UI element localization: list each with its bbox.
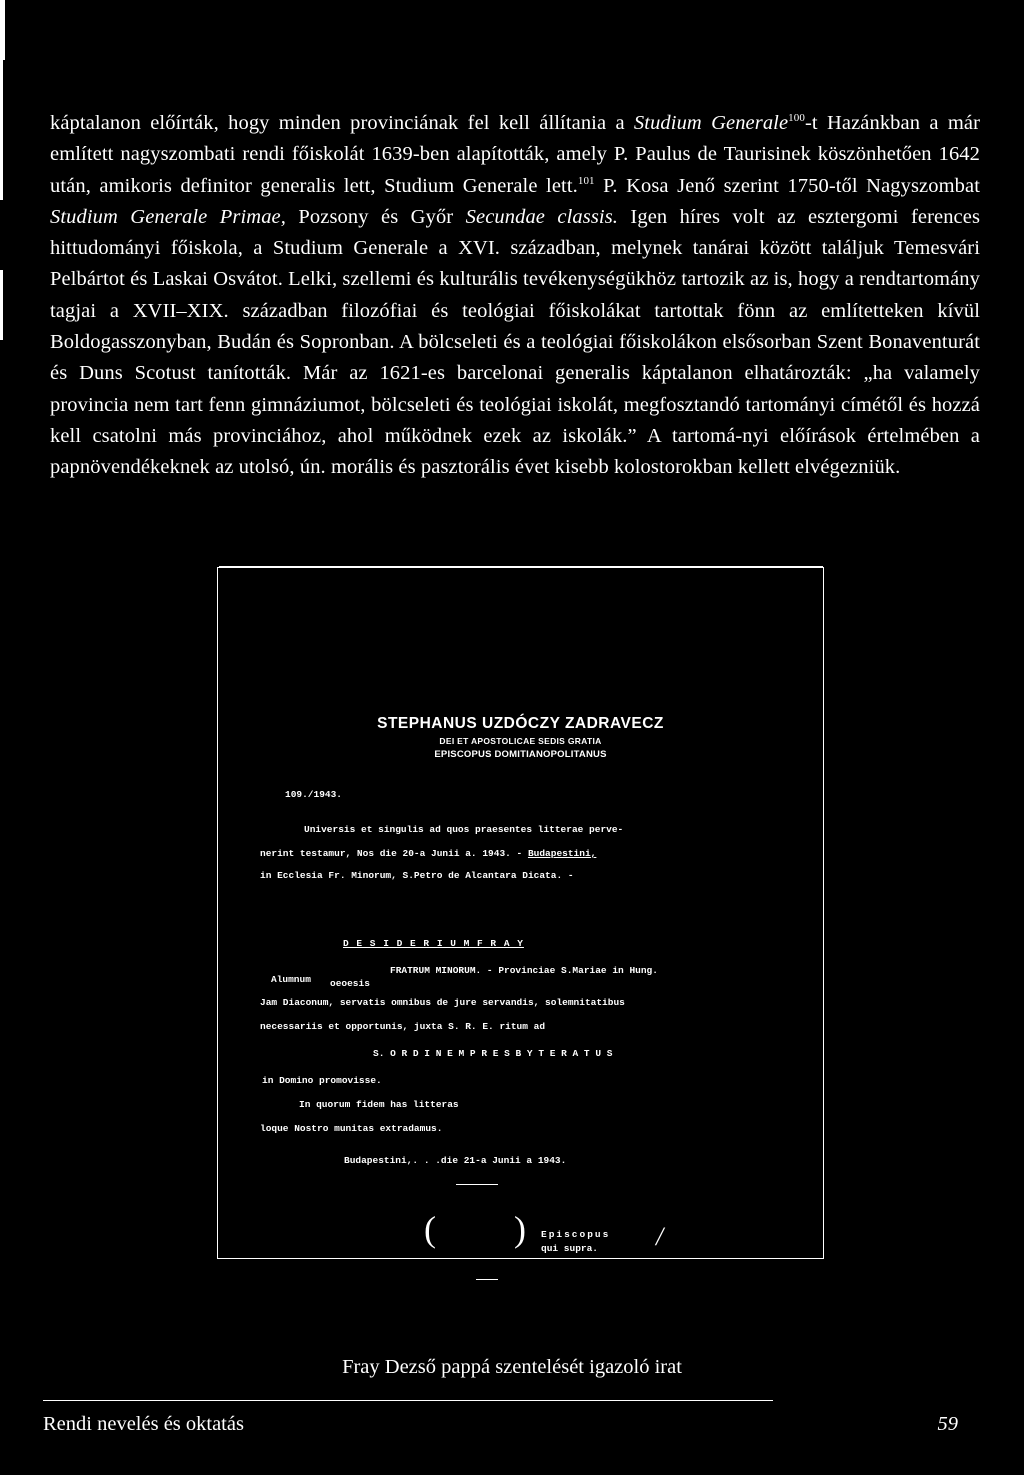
footer-rule xyxy=(43,1400,773,1401)
text-seg6: Pozsony és Győr xyxy=(285,205,466,228)
date-line: Budapestini,. . .die 21-a Junii a 1943. xyxy=(344,1155,567,1166)
seal-rule-bottom xyxy=(476,1279,498,1280)
letterhead-name: STEPHANUS UZDÓCZY ZADRAVECZ xyxy=(377,715,664,732)
figure-caption: Fray Dezső pappá szentelését igazoló irat xyxy=(342,1356,682,1378)
fratrum-line: FRATRUM MINORUM. - Provinciae S.Mariae in Hung. xyxy=(390,965,658,976)
text-seg3: -t Hazánkban a már említett nagyszombati rendi főiskolát 1639-ben alapították, amely P. Paulus de Taurisinek köszönhetően 1642 után, amikoris definitor generalis lett, Studium Generale lett. xyxy=(50,112,980,197)
doc-line-necessariis: necessariis et opportunis, juxta S. R. E. ritum ad xyxy=(260,1021,546,1032)
doc-line-1: Universis et singulis ad quos praesentes litterae perve- xyxy=(304,824,624,835)
doc-line-2 xyxy=(260,848,596,859)
doc-line-2-text: nerint testamur, Nos die 20-a Junii a. 1943. - xyxy=(260,848,528,859)
edge-mark-mid xyxy=(0,270,3,340)
doc-line-jam: Jam Diaconum, servatis omnibus de jure servandis, solemnitatibus xyxy=(260,997,625,1008)
text-seg7: Secundae classis. xyxy=(465,205,619,228)
edge-mark-left xyxy=(0,60,3,200)
text-seg4: P. Kosa Jenő szerint 1750-től Nagyszombat xyxy=(594,174,981,197)
doc-line-loque: loque Nostro munitas extradamus. xyxy=(260,1123,443,1134)
doc-line-2-place: Budapestini, xyxy=(527,848,597,859)
signature-slash: / xyxy=(656,1222,664,1251)
seal-rule-top xyxy=(456,1184,498,1185)
text-seg5: Studium Generale Primae, xyxy=(50,205,286,228)
seal-paren-right: ) xyxy=(514,1209,526,1249)
footnote-ref-100: 100 xyxy=(788,112,805,125)
text-seg2: Studium Generale xyxy=(633,112,789,134)
doc-line-domino: in Domino promovisse. xyxy=(262,1075,382,1086)
ordinem-line: S. O R D I N E M P R E S B Y T E R A T U S xyxy=(373,1048,613,1059)
reference-number: 109./1943. xyxy=(285,789,343,800)
letterhead-title: EPISCOPUS DOMITIANOPOLITANUS xyxy=(434,749,607,760)
oeoesis-word: oeoesis xyxy=(330,978,370,989)
qui-supra: qui supra. xyxy=(541,1243,599,1254)
alumnum-label: Alumnum xyxy=(271,974,311,985)
episcopus-signature: Episcopus xyxy=(541,1229,611,1240)
running-footer: Rendi nevelés és oktatás xyxy=(43,1413,244,1435)
footnote-ref-101: 101 xyxy=(577,174,595,187)
doc-line-3: in Ecclesia Fr. Minorum, S.Petro de Alcantara Dicata. - xyxy=(260,870,574,881)
body-paragraph xyxy=(50,108,980,484)
text-seg1: káptalanon előírták, hogy minden provinciának fel kell állítania a xyxy=(50,112,634,134)
seal-paren-left: ( xyxy=(424,1209,436,1249)
edge-mark-top xyxy=(0,0,5,60)
ordination-document xyxy=(217,567,824,1259)
text-seg8: Igen híres volt az esztergomi ferences hittudományi főiskola, a Studium Generale a XVI. században, melynek tanárai között találjuk Temesvári Pelbártot és Laskai Osvátot. Lelki, szellemi és kulturális tevékenységükhöz tartozik az is, hogy a rendtartomány tagjai a XVII–XIX. században filozófiai és teológiai főiskolákat tartottak fönn az említetteken kívül Boldogasszonyban, Budán és Sopronban. A bölcseleti és a teológiai főiskolákon elsősorban Szent Bonaventurát és Duns Scotust tanították. Már az 1621-es barcelonai generalis káptalanon elhatározták: „ha valamely provincia nem tart fenn gimnáziumot, bölcseleti és teológiai iskolát, megfosztandó tartományi címétől és hozzá kell csatolni más provinciához, ahol működnek ezek az iskolák.” A tartomá-nyi előírások értelmében a papnövendékeknek az utolsó, ún. morális és pasztorális évet kisebb kolostorokban kellett elvégezniük. xyxy=(50,205,981,479)
doc-line-quorum: In quorum fidem has litteras xyxy=(299,1099,459,1110)
letterhead-subtitle: DEI ET APOSTOLICAE SEDIS GRATIA xyxy=(439,736,602,746)
ordinand-name: D E S I D E R I U M F R A Y xyxy=(343,938,524,949)
page-number: 59 xyxy=(937,1413,958,1435)
